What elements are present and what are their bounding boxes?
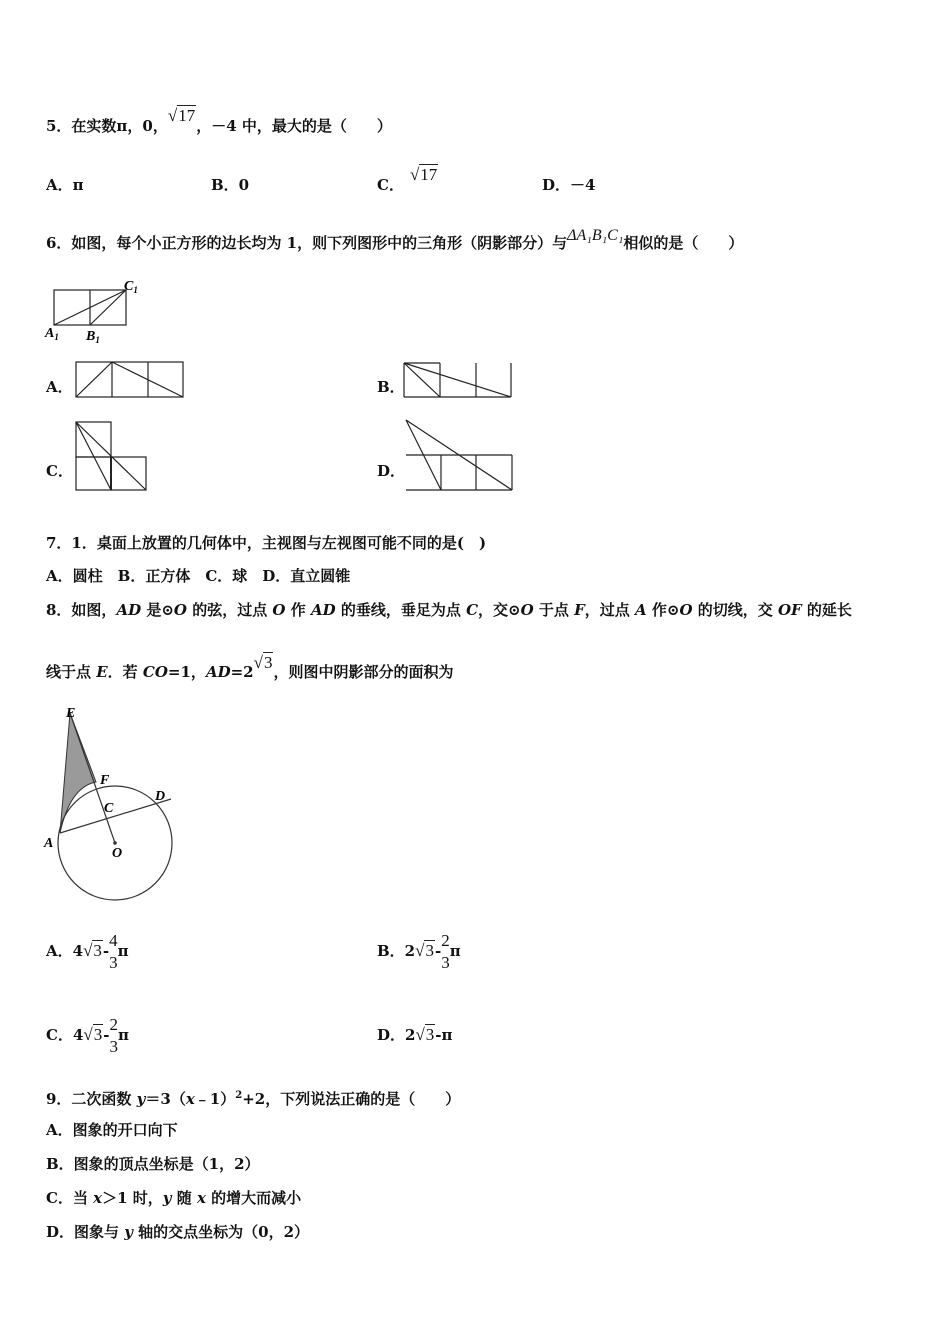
label-b1: $B_1$	[86, 329, 100, 345]
q7-options: A．圆柱 B．正方体 C．球 D．直立圆锥	[46, 567, 351, 585]
label-o: O	[112, 846, 123, 861]
q6-option-a: A．	[46, 378, 73, 396]
q6-figure-a	[74, 360, 186, 400]
q5-sqrt: √17	[167, 106, 196, 125]
q5-option-d: D．－4	[542, 176, 596, 194]
q6-triangle-symbol: ΔA₁B₁C₁	[567, 227, 624, 244]
q5-stem: 5．在实数π，0，√17，－4 中，最大的是（ ）	[46, 106, 392, 135]
label-f: F	[100, 773, 110, 788]
label-c1: $C_1$	[124, 279, 138, 295]
label-a: A	[44, 836, 54, 851]
label-e: E	[66, 706, 76, 721]
q5-option-c: C．√17	[377, 165, 438, 194]
q9-option-c: C．当 x＞1 时，y 随 x 的增大而减小	[46, 1189, 302, 1207]
q9-option-d: D．图象与 y 轴的交点坐标为（0，2）	[46, 1223, 310, 1241]
q6-figure-b	[402, 360, 514, 400]
q5-option-b: B．0	[211, 176, 250, 194]
q6-figure-d	[404, 418, 516, 494]
q6-option-b: B．	[377, 378, 405, 396]
q8-option-b: B．2√3- 2 3 π	[377, 931, 461, 972]
q8-circle-figure	[40, 700, 185, 910]
label-a1: $A_1$	[45, 326, 59, 342]
q8-option-a: A．4√3- 4 3 π	[46, 931, 129, 972]
q6-option-c: C．	[46, 462, 73, 480]
label-d: D	[155, 789, 166, 804]
label-c: C	[104, 801, 114, 816]
q9-option-b: B．图象的顶点坐标是（1，2）	[46, 1155, 260, 1173]
q6-stem: 6．如图，每个小正方形的边长均为 1，则下列图形中的三角形（阴影部分）与ΔA₁B₁C₁相似的是（ ）	[46, 227, 744, 252]
q8-stem-line1: 8．如图，AD 是⊙O 的弦，过点 O 作 AD 的垂线，垂足为点 C，交⊙O 于点 F，过点 A 作⊙O 的切线，交 OF 的延长	[46, 601, 852, 619]
q6-option-d: D．	[377, 462, 406, 480]
q9-option-a: A．图象的开口向下	[46, 1121, 178, 1139]
q7-stem: 7．1．桌面上放置的几何体中，主视图与左视图可能不同的是( )	[46, 534, 487, 552]
q9-stem: 9．二次函数 y＝3（x﹣1）$^2$+2，下列说法正确的是（ ）	[46, 1090, 461, 1108]
q8-option-d: D．2√3-π	[377, 1025, 453, 1044]
q6-reference-figure	[44, 278, 154, 346]
q8-option-c: C．4√3- 2 3 π	[46, 1015, 129, 1056]
q6-figure-c	[74, 420, 150, 494]
q5-option-a: A．π	[46, 176, 84, 194]
q8-stem-line2: 线于点 E．若 CO=1，AD=2√3，则图中阴影部分的面积为	[46, 653, 454, 681]
